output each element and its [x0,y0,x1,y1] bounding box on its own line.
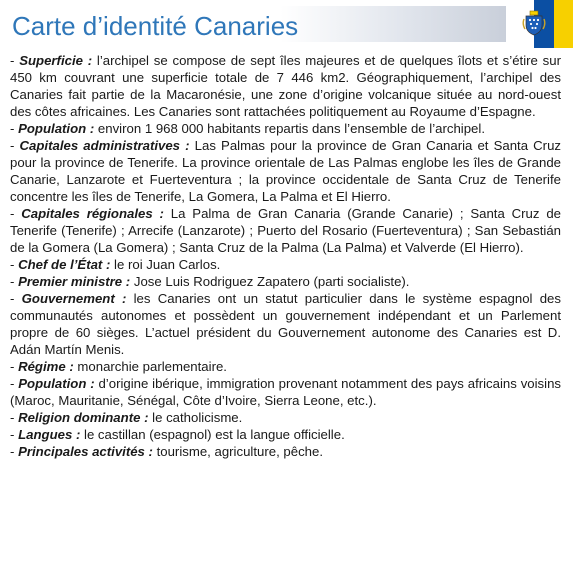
fact-text: Jose Luis Rodriguez Zapatero (parti socialiste). [130,274,410,289]
fact-item-regime [10,358,561,375]
title-bar [4,6,506,42]
fact-text: d’origine ibérique, immigration provenant notamment des pays africains voisins (Maroc, Mauritanie, Sénégal, Côte d’Ivoire, Sierra Leone, etc.). [10,376,561,408]
coat-of-arms-icon [522,10,546,36]
fact-text: monarchie parlementaire. [73,359,227,374]
item-dash: - [10,53,20,68]
item-dash: - [10,359,19,374]
page-title: Carte d’identité Canaries [12,11,299,41]
fact-text: tourisme, agriculture, pêche. [152,444,323,459]
fact-item-population [10,120,561,137]
flag-stripe-yellow [554,0,573,48]
item-dash: - [10,410,19,425]
fact-text: les Canaries ont un statut particulier dans le système espagnol des communautés autonomes et possèdent un gouvernement indépendant et un Parlement propre de 60 sièges. L’actuel président du Gouvernement autonome des Canaries est D. Adán Martín Menis. [10,291,561,357]
fact-label: Chef de l’État : [18,257,111,272]
fact-label: Capitales administratives : [19,138,190,153]
fact-label: Régime : [18,359,74,374]
fact-label: Gouvernement : [21,291,127,306]
fact-label: Population : [18,376,95,391]
item-dash: - [10,427,19,442]
fact-text: environ 1 968 000 habitants repartis dans l’ensemble de l’archipel. [94,121,485,136]
fact-item-gouvernement [10,290,561,358]
item-dash: - [10,257,19,272]
fact-item-premier-ministre [10,273,561,290]
fact-item-capitales-administratives [10,137,561,205]
fact-label: Langues : [18,427,81,442]
fact-label: Principales activités : [18,444,153,459]
fact-item-superficie [10,52,561,120]
fact-item-activites [10,443,561,460]
canary-islands-flag-icon [514,0,573,48]
item-dash: - [10,121,19,136]
fact-text: La Palma de Gran Canaria (Grande Canarie) ; Santa Cruz de Tenerife (Tenerife) ; Arrecife (Lanzarote) ; Puerto del Rosario (Fuerteventura) ; San Sebastián de la Gomera (La Gomera) ; Santa Cruz de la Palma (La Palma) et Valverde (El Hierro). [10,206,561,255]
fact-label: Capitales régionales : [21,206,164,221]
fact-text: Las Palmas pour la province de Gran Canaria et Santa Cruz pour la province de Tenerife. La province orientale de Las Palmas englobe les îles de Grande Canarie, Lanzarote et Fuerteventura ; la province occidentale de Santa Cruz de Tenerife concentre les îles de Tenerife, La Gomera, La Palma et El Hierro. [10,138,562,204]
fact-sheet [10,52,561,460]
fact-item-population-origine [10,375,561,409]
fact-label: Population : [18,121,95,136]
item-dash: - [10,274,19,289]
fact-text: le roi Juan Carlos. [110,257,221,272]
fact-text: le castillan (espagnol) est la langue officielle. [80,427,345,442]
item-dash: - [10,444,19,459]
fact-item-capitales-regionales [10,205,561,256]
fact-item-langues [10,426,561,443]
fact-item-religion [10,409,561,426]
fact-text: le catholicisme. [148,410,243,425]
item-dash: - [10,138,20,153]
item-dash: - [10,376,19,391]
item-dash: - [10,206,22,221]
fact-label: Superficie : [19,53,93,68]
fact-text: l’archipel se compose de sept îles majeures et de quelques îlots et s’étire sur 450 km couvrant une superficie totale de 7 446 km2. Géographiquement, l’archipel des Canaries fait partie de la Macaronésie, une zone d’origine volcanique située au nord-ouest des côtes africaines. Les Canaries sont rattachées politiquement au Royaume d’Espagne. [10,53,561,119]
fact-item-chef-etat [10,256,561,273]
fact-label: Premier ministre : [18,274,131,289]
fact-label: Religion dominante : [18,410,149,425]
item-dash: - [10,291,22,306]
